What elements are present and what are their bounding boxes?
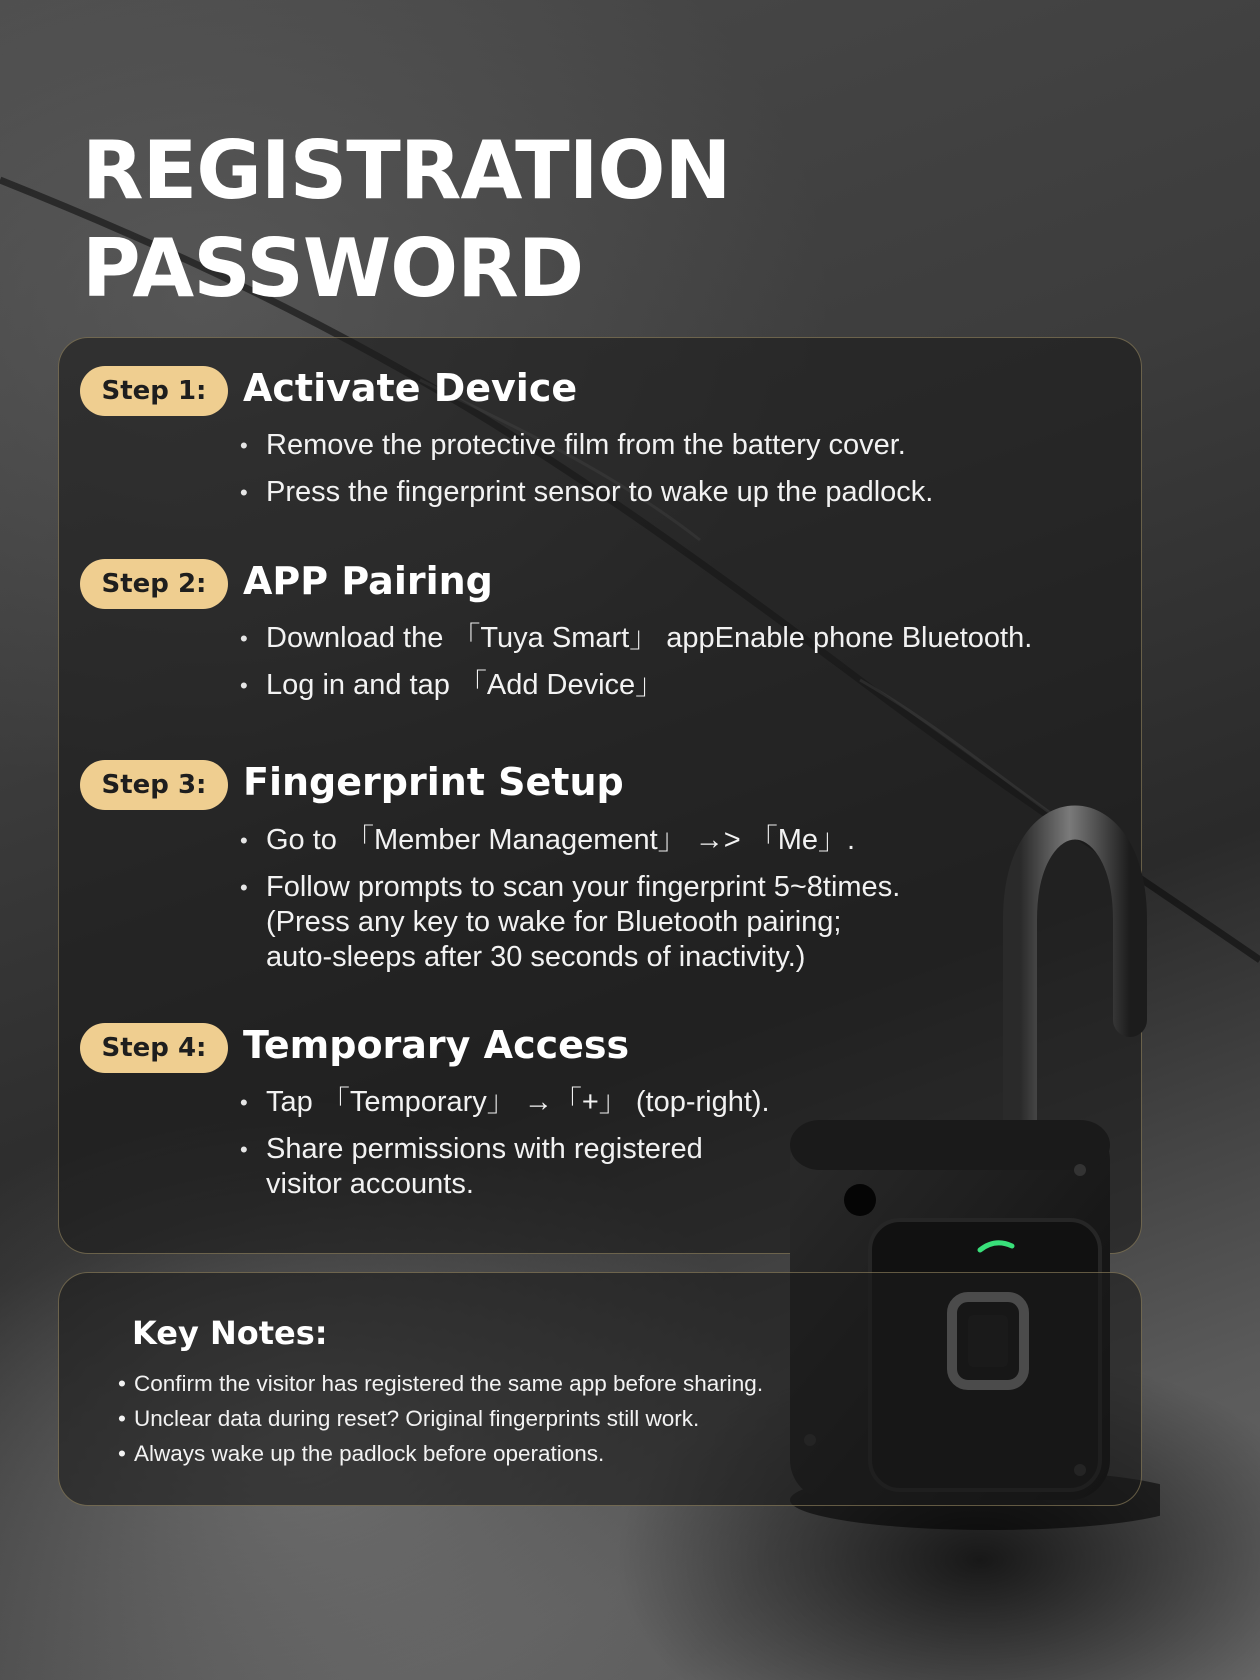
step-1-bullet-1: • Remove the protective film from the battery cover. [240,428,933,463]
title-line-2: PASSWORD [82,222,584,315]
key-note-item: • Unclear data during reset? Original fingerprints still work. [118,1401,763,1436]
step-2-bullets [240,621,1032,715]
step-4-bullet-1: • Tap 「Temporary」 →「+」 (top-right). [240,1085,770,1120]
step-3-badge: Step 3: [80,760,228,810]
step-2-bullet-2: • Log in and tap 「Add Device」 [240,668,1032,703]
page-title [82,122,730,318]
step-4-badge: Step 4: [80,1023,228,1073]
step-2-title: APP Pairing [243,559,493,603]
step-3-bullets [240,823,900,987]
key-notes-title: Key Notes: [132,1314,328,1352]
step-1-title: Activate Device [243,366,578,410]
step-4-title: Temporary Access [243,1023,630,1067]
key-notes-list [118,1366,763,1471]
key-note-item: • Confirm the visitor has registered the same app before sharing. [118,1366,763,1401]
step-2-badge: Step 2: [80,559,228,609]
step-3-title: Fingerprint Setup [243,760,624,804]
step-1-badge: Step 1: [80,366,228,416]
step-2-bullet-1: • Download the 「Tuya Smart」 appEnable phone Bluetooth. [240,621,1032,656]
title-line-1: REGISTRATION [82,124,731,217]
key-note-item: • Always wake up the padlock before operations. [118,1436,763,1471]
step-4-bullets [240,1085,770,1214]
step-3-bullet-1: • Go to 「Member Management」 →> 「Me」. [240,823,900,858]
step-3-bullet-2: • Follow prompts to scan your fingerprint 5~8times. (Press any key to wake for Bluetooth pairing; auto-sleeps after 30 seconds of inactivity.) [240,870,900,975]
step-1-bullets [240,428,933,522]
step-4-bullet-2: • Share permissions with registered visitor accounts. [240,1132,770,1202]
step-1-bullet-2: • Press the fingerprint sensor to wake up the padlock. [240,475,933,510]
